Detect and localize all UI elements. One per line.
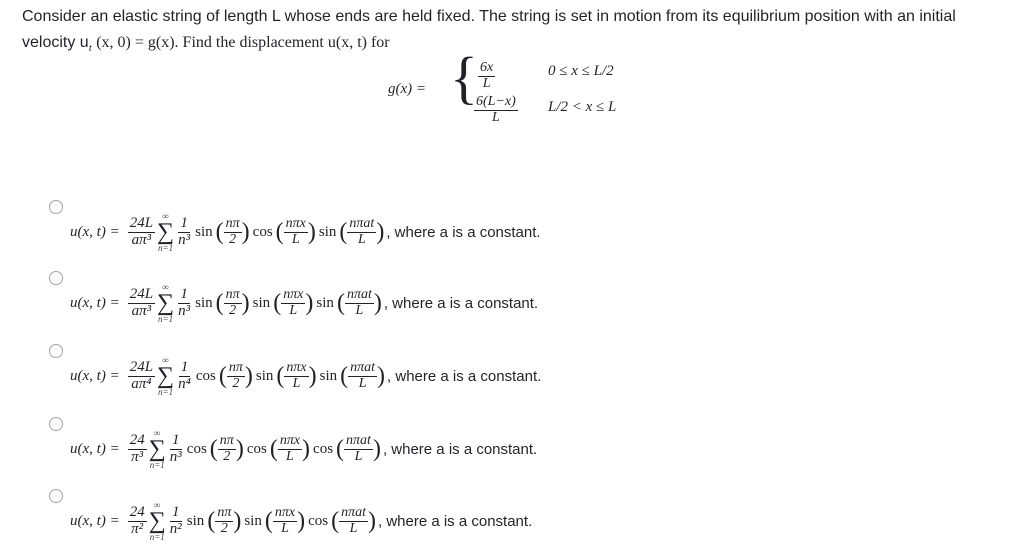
fn1: sin [186,512,205,529]
fn2: sin [244,512,262,529]
fn3: sin [319,367,338,384]
fn2: sin [252,294,271,311]
fn2: sin [255,367,274,384]
fraction: $\frac{\text{nπx}}{L}$ [274,504,296,536]
fraction: $\frac{n\pi}{2}$ [225,215,240,247]
option-lhs: u(x, t) = [70,512,120,529]
option-radio-5[interactable] [49,489,63,503]
fraction: $\frac{n\pi}{2}$ [217,504,232,536]
piece1-fraction [478,61,495,91]
option-tail: , where a is a constant. [383,294,539,312]
fraction: $\frac{1}{\text{n³}}$ [178,285,191,319]
option-lhs: u(x, t) = [70,367,120,384]
option-radio-1[interactable] [49,200,63,214]
fraction: $\frac{24L}{\text{aπ³}}$ [129,214,154,248]
option-tail: , where a is a constant. [377,512,533,530]
option-2[interactable]: u(x, t) = $\frac{24L}{\text{aπ³}}$ ∞ ∑ n=1 $\frac{1}{\text{n³}}$ sin ( $\frac{n\pi}{2}$ ) sin ( $\frac{\text{nπx}}{L}$ ) sin ( $\frac{\text{nπat}}{L}$ ) , where a is a constant. [70,282,539,324]
fn3: sin [316,294,334,311]
piece2-num: 6(L−x) [476,94,516,109]
fraction: $\frac{\text{nπat}}{L}$ [349,215,375,247]
question-text [22,4,1012,61]
fraction: $\frac{1}{\text{n³}}$ [169,431,182,465]
fn1: sin [195,294,213,311]
fn3: sin [318,223,337,240]
fraction: $\frac{n\pi}{2}$ [219,432,234,464]
fn2: cos [246,440,267,457]
option-tail: , where a is a constant. [382,440,538,458]
fraction: $\frac{\text{nπx}}{L}$ [283,286,304,318]
summation: ∞ ∑ n=1 [157,355,175,397]
summation: ∞ ∑ n=1 [157,211,175,253]
fn1: sin [195,223,213,240]
brace: { [450,45,478,110]
piece2-cond: L/2 < x ≤ L [548,99,617,115]
fn1: cos [186,440,207,457]
option-lhs: u(x, t) = [70,223,120,240]
fraction: $\frac{\text{nπx}}{L}$ [279,432,301,464]
piece1-den: L [482,75,491,91]
option-lhs: u(x, t) = [70,440,120,457]
option-radio-2[interactable] [49,271,63,285]
fn3: cos [313,440,334,457]
option-tail: , where a is a constant. [386,223,541,241]
summation: ∞ ∑ n=1 [148,500,166,542]
velocity-subscript: t [88,42,92,55]
fn2: cos [252,223,273,240]
question-intro-cont: (x, 0) = g(x). Find the displacement u(x, t) for [96,34,390,51]
option-tail: , where a is a constant. [387,367,542,385]
option-1[interactable]: u(x, t) = $\frac{24L}{\text{aπ³}}$ ∞ ∑ n=1 $\frac{1}{\text{n³}}$ sin ( $\frac{n\pi}{2}$ ) cos ( $\frac{\text{nπx}}{L}$ ) sin ( $\frac{\text{nπat}}{L}$ ) , where a is a constant. [70,211,541,253]
fraction: $\frac{n\pi}{2}$ [228,359,243,391]
fraction: $\frac{24L}{\text{aπ⁴}}$ [129,358,154,392]
fraction: $\frac{\text{nπat}}{L}$ [341,504,366,536]
fraction: $\frac{24L}{\text{aπ³}}$ [129,285,154,319]
fn3: cos [308,512,329,529]
piece1-cond: 0 ≤ x ≤ L/2 [548,63,614,79]
option-3[interactable]: u(x, t) = $\frac{24L}{\text{aπ⁴}}$ ∞ ∑ n=1 $\frac{1}{\text{n⁴}}$ cos ( $\frac{n\pi}{2}$ ) sin ( $\frac{\text{nπx}}{L}$ ) sin ( $\frac{\text{nπat}}{L}$ ) , where a is a constant. [70,355,542,397]
piece2-den: L [491,109,500,125]
fraction: $\frac{\text{nπat}}{L}$ [346,286,372,318]
fraction: $\frac{\text{nπx}}{L}$ [285,215,306,247]
question-intro: Consider an elastic string of length L whose ends are held fixed. The string is set in motion from its equilibrium position with an initial velocity u [22,8,956,51]
option-radio-3[interactable] [49,344,63,358]
option-radio-4[interactable] [49,417,63,431]
piece2-fraction [474,95,518,125]
fraction: $\frac{1}{\text{n³}}$ [178,214,191,248]
piece1-num: 6x [480,60,494,75]
summation: ∞ ∑ n=1 [148,428,166,470]
fraction: $\frac{1}{\text{n⁴}}$ [178,358,191,392]
fraction: $\frac{1}{\text{n²}}$ [169,503,182,537]
fn1: cos [195,367,216,384]
fraction: $\frac{24}{\text{π³}}$ [129,431,145,465]
g-lhs: g(x) = [388,81,427,97]
fraction: $\frac{n\pi}{2}$ [225,286,240,318]
fraction: $\frac{\text{nπat}}{L}$ [346,432,371,464]
fraction: $\frac{\text{nπx}}{L}$ [286,359,307,391]
option-lhs: u(x, t) = [70,294,120,311]
g-definition [388,45,668,130]
fraction: $\frac{\text{nπat}}{L}$ [350,359,376,391]
option-4[interactable]: u(x, t) = $\frac{24}{\text{π³}}$ ∞ ∑ n=1 $\frac{1}{\text{n³}}$ cos ( $\frac{n\pi}{2}$ ) cos ( $\frac{\text{nπx}}{L}$ ) cos ( $\frac{\text{nπat}}{L}$ ) , where a is a constant. [70,428,538,470]
option-5[interactable]: u(x, t) = $\frac{24}{\text{π²}}$ ∞ ∑ n=1 $\frac{1}{\text{n²}}$ sin ( $\frac{n\pi}{2}$ ) sin ( $\frac{\text{nπx}}{L}$ ) cos ( $\frac{\text{nπat}}{L}$ ) , where a is a constant. [70,500,533,542]
fraction: $\frac{24}{\text{π²}}$ [129,503,145,537]
summation: ∞ ∑ n=1 [157,282,175,324]
